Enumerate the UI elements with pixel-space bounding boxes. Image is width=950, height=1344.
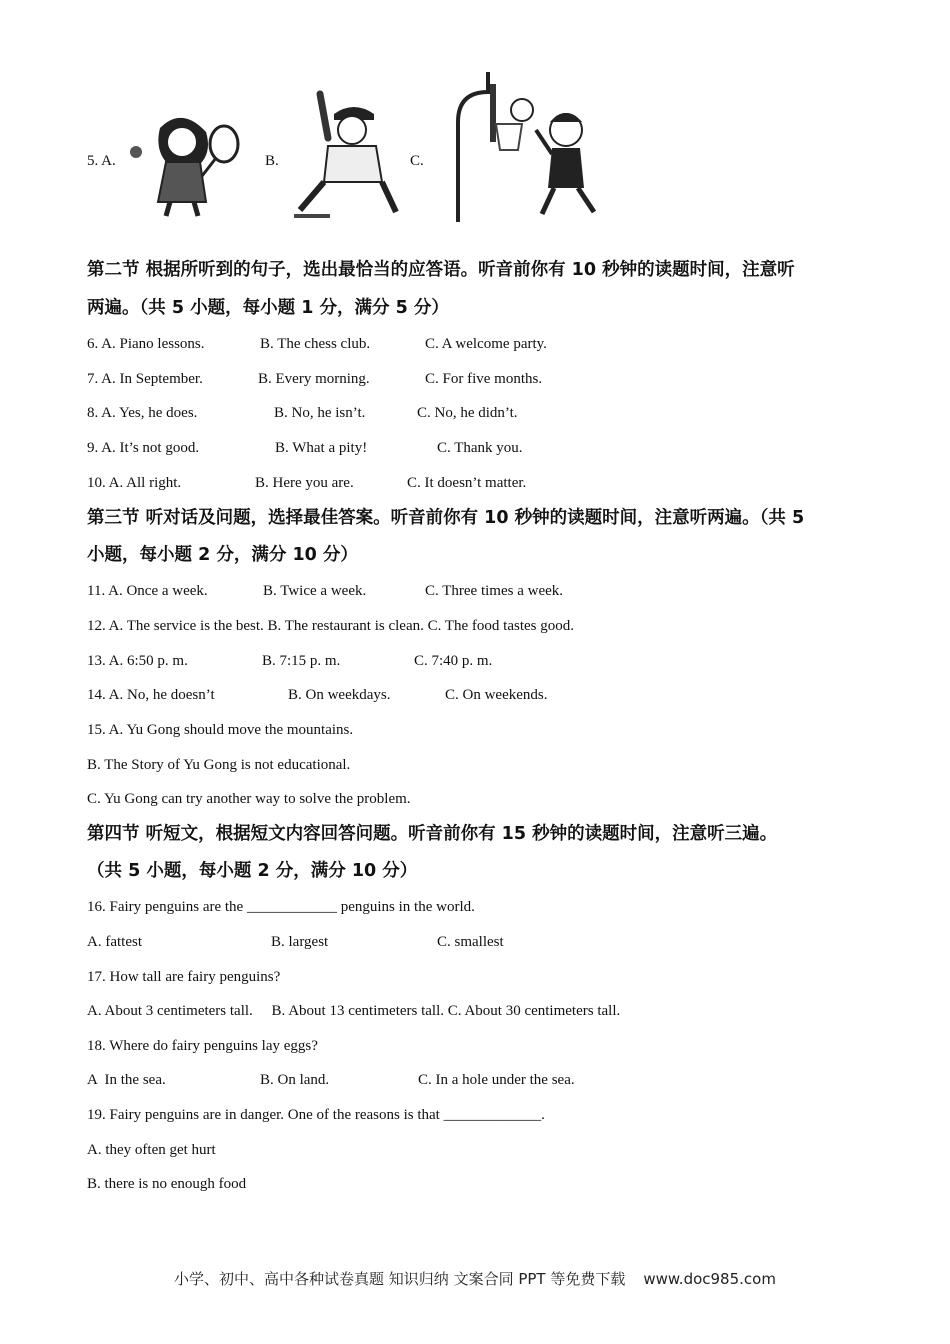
q13-option-a: 13. A. 6:50 p. m. <box>87 653 188 669</box>
q10-option-c: C. It doesn’t matter. <box>407 475 527 491</box>
q5-option-b: B. <box>265 153 279 169</box>
q9-option-c: C. Thank you. <box>437 440 523 456</box>
girl-tennis-icon <box>120 100 245 220</box>
q5-label: 5. A. <box>87 153 116 169</box>
section2-heading-line1: 第二节 根据所听到的句子，选出最恰当的应答语。听音前你有 10 秒钟的读题时间，注意听 <box>87 260 795 280</box>
q19-stem: 19. Fairy penguins are in danger. One of the reasons is that _____________. <box>87 1107 545 1123</box>
q14-option-a: 14. A. No, he doesn’t <box>87 687 215 703</box>
q6-option-c: C. A welcome party. <box>425 336 547 352</box>
q15-option-c: C. Yu Gong can try another way to solve the problem. <box>87 791 411 807</box>
section4-heading-line2: （共 5 小题，每小题 2 分，满分 10 分） <box>87 861 418 881</box>
q15-option-b: B. The Story of Yu Gong is not educational. <box>87 757 351 773</box>
q18-stem: 18. Where do fairy penguins lay eggs? <box>87 1038 318 1054</box>
footer-url[interactable]: www.doc985.com <box>643 1270 776 1288</box>
q9-option-a: 9. A. It’s not good. <box>87 440 200 456</box>
q10-option-b: B. Here you are. <box>255 475 354 491</box>
q7-option-a: 7. A. In September. <box>87 371 203 387</box>
footer <box>0 1268 950 1289</box>
q9-option-b: B. What a pity! <box>275 440 368 456</box>
q19-option-a: A. they often get hurt <box>87 1142 216 1158</box>
q8-option-a: 8. A. Yes, he does. <box>87 405 198 421</box>
q10-option-a: 10. A. All right. <box>87 475 182 491</box>
q16-option-b: B. largest <box>271 934 329 950</box>
q11-option-b: B. Twice a week. <box>263 583 367 599</box>
q18-option-c: C. In a hole under the sea. <box>418 1072 575 1088</box>
q16-stem: 16. Fairy penguins are the ____________ penguins in the world. <box>87 899 475 915</box>
q19-option-b: B. there is no enough food <box>87 1176 247 1192</box>
q13-option-c: C. 7:40 p. m. <box>414 653 493 669</box>
q7-option-b: B. Every morning. <box>258 371 370 387</box>
footer-text: 小学、初中、高中各种试卷真题 知识归纳 文案合同 PPT 等免费下载 <box>174 1270 626 1288</box>
q14-option-c: C. On weekends. <box>445 687 548 703</box>
q6-option-a: 6. A. Piano lessons. <box>87 336 205 352</box>
q8-option-b: B. No, he isn’t. <box>274 405 366 421</box>
q18-option-a: A In the sea. <box>87 1072 166 1088</box>
section4-heading-line1: 第四节 听短文，根据短文内容回答问题。听音前你有 15 秒钟的读题时间，注意听三遍。 <box>87 824 778 844</box>
q17-stem: 17. How tall are fairy penguins? <box>87 969 281 985</box>
q16-option-a: A. fattest <box>87 934 142 950</box>
section3-heading-line2: 小题，每小题 2 分，满分 10 分） <box>87 545 358 565</box>
q16-option-c: C. smallest <box>437 934 504 950</box>
q17-options: A. About 3 centimeters tall. B. About 13 centimeters tall. C. About 30 centimeters tall. <box>87 1003 621 1019</box>
q7-option-c: C. For five months. <box>425 371 543 387</box>
section3-heading-line1: 第三节 听对话及问题，选择最佳答案。听音前你有 10 秒钟的读题时间，注意听两遍。（共 5 <box>87 508 805 528</box>
q5-option-c: C. <box>410 153 424 169</box>
q18-option-b: B. On land. <box>260 1072 330 1088</box>
section2-heading-line2: 两遍。（共 5 小题，每小题 1 分，满分 5 分） <box>87 298 449 318</box>
q11-option-c: C. Three times a week. <box>425 583 564 599</box>
q15-option-a: 15. A. Yu Gong should move the mountains. <box>87 722 354 738</box>
boy-basketball-icon <box>450 70 630 225</box>
q6-option-b: B. The chess club. <box>260 336 371 352</box>
q13-option-b: B. 7:15 p. m. <box>262 653 341 669</box>
q11-option-a: 11. A. Once a week. <box>87 583 208 599</box>
q8-option-c: C. No, he didn’t. <box>417 405 518 421</box>
q12-options: 12. A. The service is the best. B. The restaurant is clean. C. The food tastes good. <box>87 618 574 634</box>
q14-option-b: B. On weekdays. <box>288 687 391 703</box>
boy-baseball-icon <box>290 90 405 220</box>
